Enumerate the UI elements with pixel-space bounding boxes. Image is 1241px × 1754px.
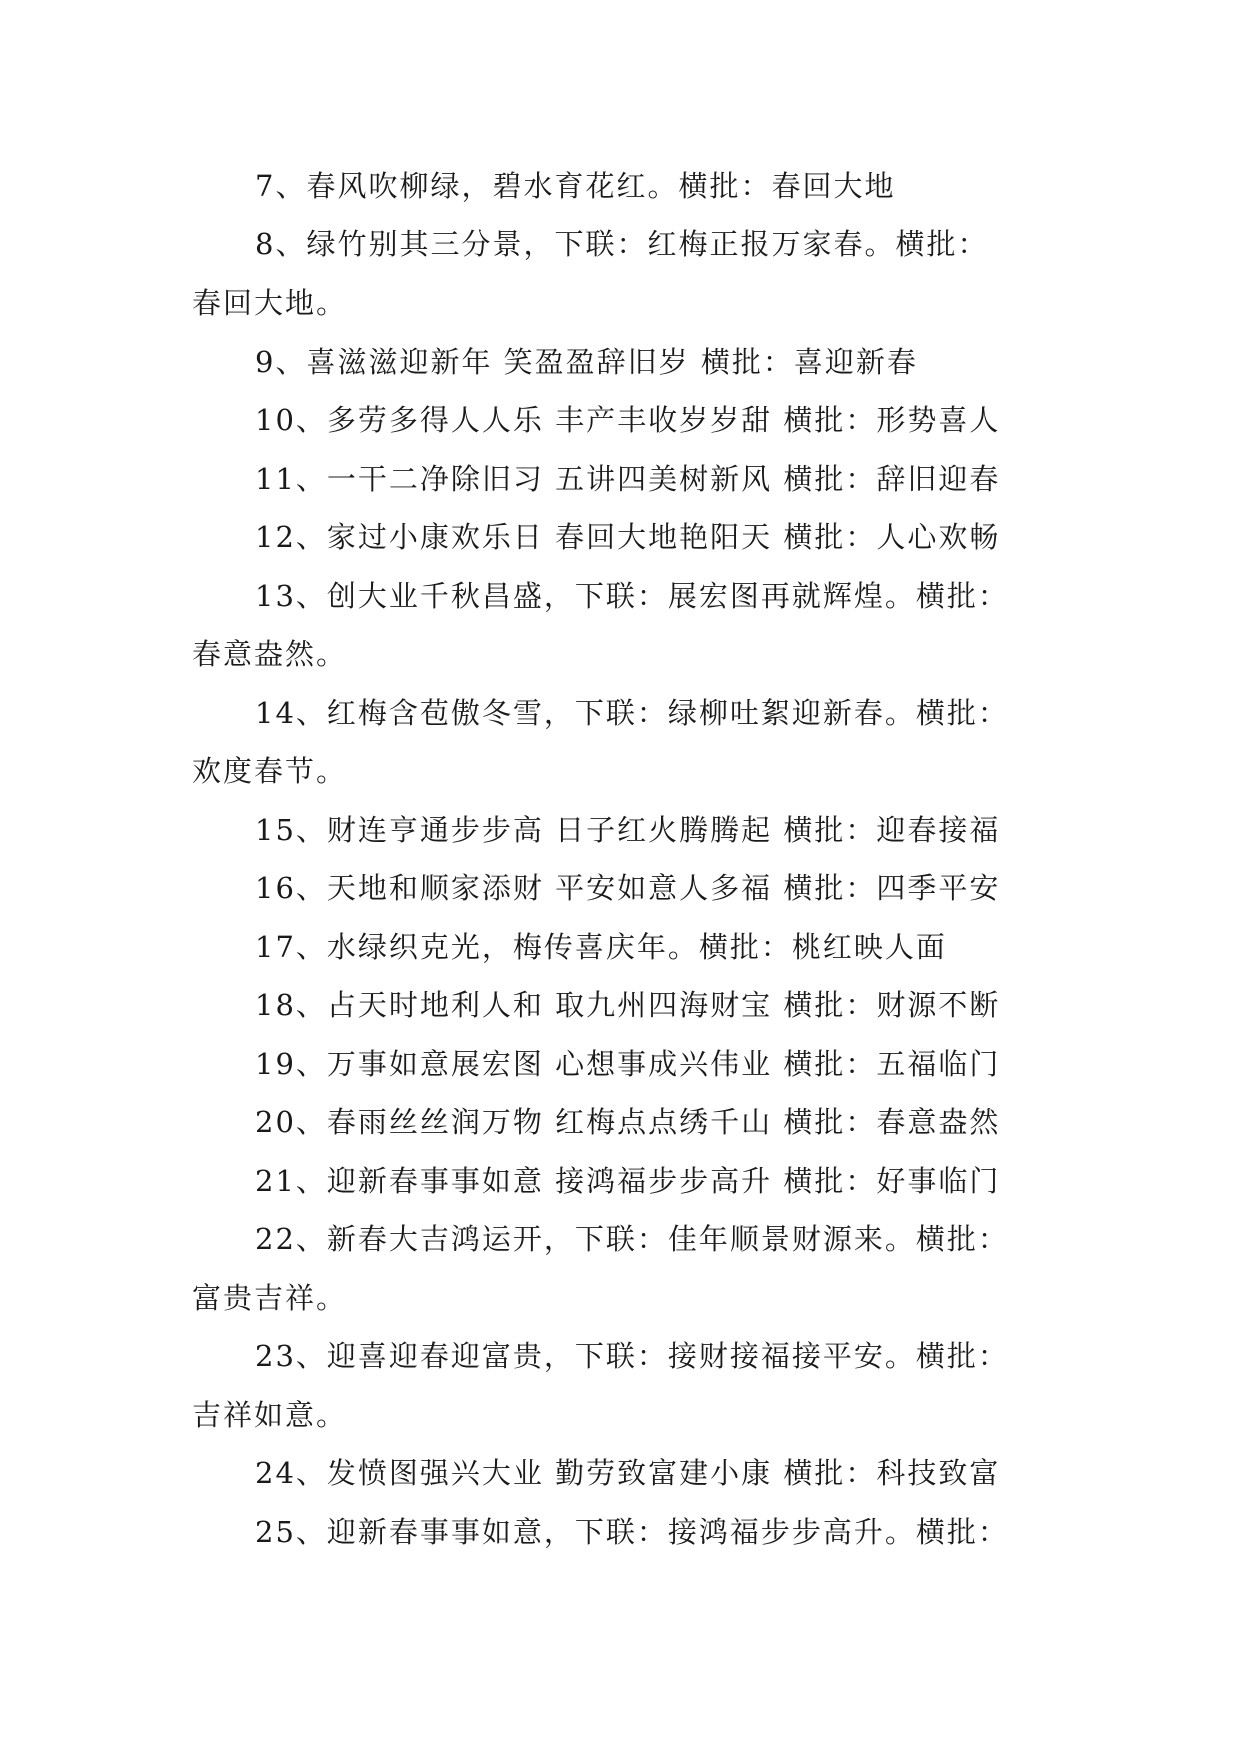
couplet-line-11: 11、一干二净除旧习 五讲四美树新风 横批：辞旧迎春 xyxy=(255,462,1001,496)
couplet-line-25: 25、迎新春事事如意，下联：接鸿福步步高升。横批： xyxy=(255,1515,1009,1549)
couplet-line-23-cont: 吉祥如意。 xyxy=(192,1398,348,1432)
couplet-line-14-cont: 欢度春节。 xyxy=(192,754,348,788)
couplet-line-8-cont: 春回大地。 xyxy=(192,286,348,320)
couplet-line-14: 14、红梅含苞傲冬雪，下联：绿柳吐絮迎新春。横批： xyxy=(255,696,1009,730)
couplet-line-9: 9、喜滋滋迎新年 笑盈盈辞旧岁 横批：喜迎新春 xyxy=(255,345,918,379)
couplet-line-21: 21、迎新春事事如意 接鸿福步步高升 横批：好事临门 xyxy=(255,1164,1001,1198)
couplet-line-22: 22、新春大吉鸿运开，下联：佳年顺景财源来。横批： xyxy=(255,1222,1009,1256)
couplet-line-23: 23、迎喜迎春迎富贵，下联：接财接福接平安。横批： xyxy=(255,1339,1009,1373)
couplet-line-17: 17、水绿织克光，梅传喜庆年。横批：桃红映人面 xyxy=(255,930,947,964)
couplet-line-20: 20、春雨丝丝润万物 红梅点点绣千山 横批：春意盎然 xyxy=(255,1105,1001,1139)
couplet-line-10: 10、多劳多得人人乐 丰产丰收岁岁甜 横批：形势喜人 xyxy=(255,403,1001,437)
couplet-line-18: 18、占天时地利人和 取九州四海财宝 横批：财源不断 xyxy=(255,988,1001,1022)
couplet-line-8: 8、绿竹别其三分景，下联：红梅正报万家春。横批： xyxy=(255,227,989,261)
couplet-line-12: 12、家过小康欢乐日 春回大地艳阳天 横批：人心欢畅 xyxy=(255,520,1001,554)
couplet-line-24: 24、发愤图强兴大业 勤劳致富建小康 横批：科技致富 xyxy=(255,1456,1001,1490)
couplet-line-7: 7、春风吹柳绿，碧水育花红。横批：春回大地 xyxy=(255,169,896,203)
couplet-line-22-cont: 富贵吉祥。 xyxy=(192,1281,348,1315)
couplet-line-16: 16、天地和顺家添财 平安如意人多福 横批：四季平安 xyxy=(255,871,1001,905)
couplet-line-15: 15、财连亨通步步高 日子红火腾腾起 横批：迎春接福 xyxy=(255,813,1001,847)
couplet-line-13-cont: 春意盎然。 xyxy=(192,637,348,671)
couplet-line-13: 13、创大业千秋昌盛，下联：展宏图再就辉煌。横批： xyxy=(255,579,1009,613)
couplet-line-19: 19、万事如意展宏图 心想事成兴伟业 横批：五福临门 xyxy=(255,1047,1001,1081)
